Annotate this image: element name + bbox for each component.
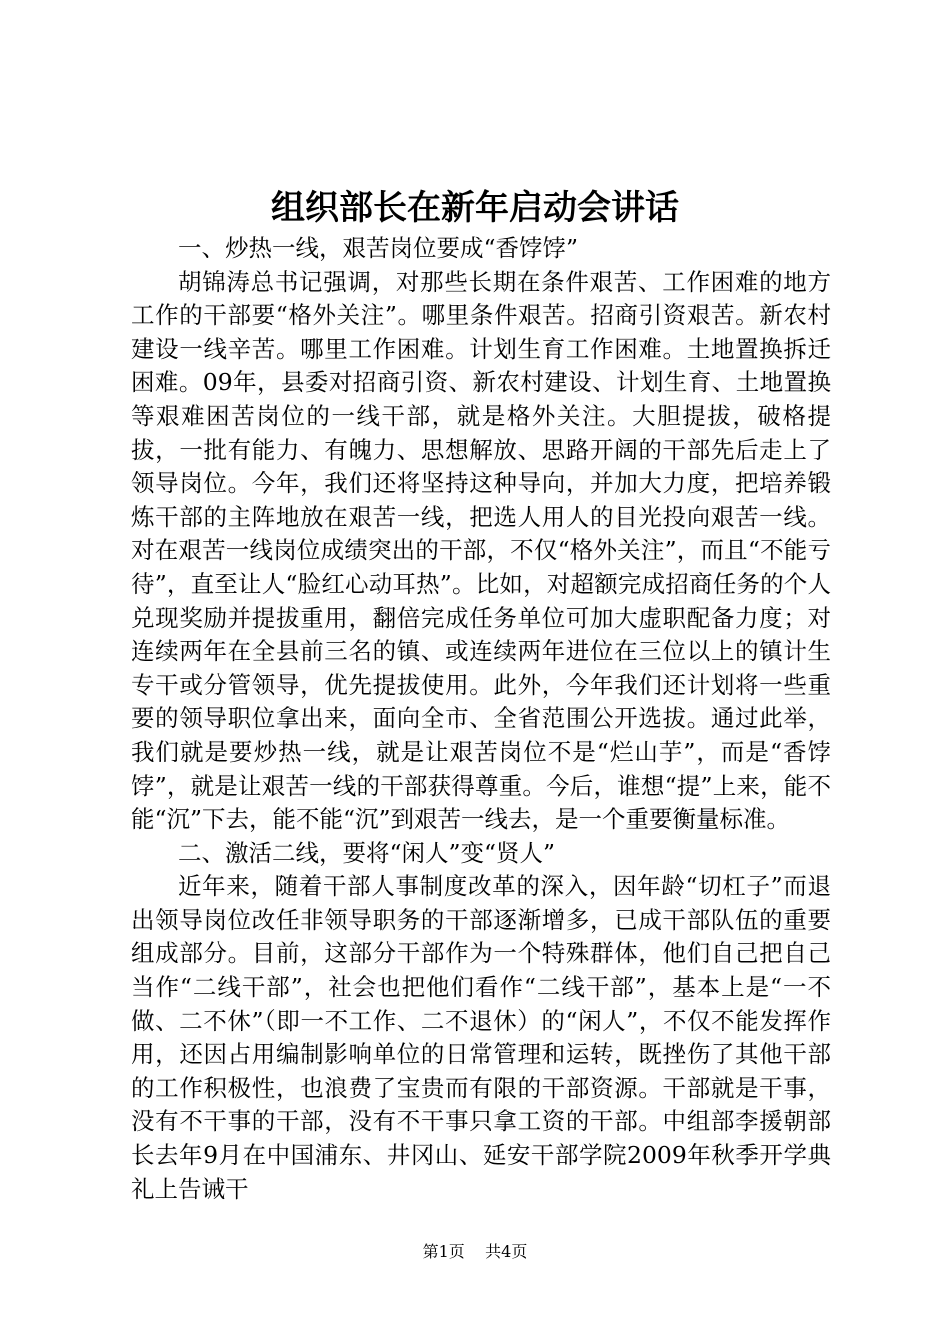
document-title: 组织部长在新年启动会讲话: [271, 188, 679, 228]
document-body: [131, 232, 831, 1206]
paragraph-2: 近年来，随着干部人事制度改革的深入，因年龄“切杠子”而退出领导岗位改任非领导职务的干部逐渐增多，已成干部队伍的重要组成部分。目前，这部分干部作为一个特殊群体，他们自己把自己当作“二线干部”，社会也把他们看作“二线干部”，基本上是“一不做、二不休”（即一不工作、二不退休）的“闲人”，不仅不能发挥作用，还因占用编制影响单位的日常管理和运转，既挫伤了其他干部的工作积极性，也浪费了宝贵而有限的干部资源。干部就是干事，没有不干事的干部，没有不干事只拿工资的干部。中组部李援朝部长去年9月在中国浦东、井冈山、延安干部学院2009年秋季开学典礼上告诫干: [131, 872, 831, 1203]
section-heading-2: 二、激活二线，要将“闲人”变“贤人”: [178, 838, 556, 867]
page-total: 共4页: [485, 1242, 528, 1261]
paragraph-1: 胡锦涛总书记强调，对那些长期在条件艰苦、工作困难的地方工作的干部要“格外关注”。哪里条件艰苦。招商引资艰苦。新农村建设一线辛苦。哪里工作困难。计划生育工作困难。土地置换拆迁困难。09年，县委对招商引资、新农村建设、计划生育、土地置换等艰难困苦岗位的一线干部，就是格外关注。大胆提拔，破格提拔，一批有能力、有魄力、思想解放、思路开阔的干部先后走上了领导岗位。今年，我们还将坚持这种导向，并加大力度，把培养锻炼干部的主阵地放在艰苦一线，把选人用人的目光投向艰苦一线。对在艰苦一线岗位成绩突出的干部，不仅“格外关注”，而且“不能亏待”，直至让人“脸红心动耳热”。比如，对超额完成招商任务的个人兑现奖励并提拔重用，翻倍完成任务单位可加大虚职配备力度；对连续两年在全县前三名的镇、或连续两年进位在三位以上的镇计生专干或分管领导，优先提拔使用。此外，今年我们还计划将一些重要的领导职位拿出来，面向全市、全省范围公开选拔。通过此举，我们就是要炒热一线，就是让艰苦岗位不是“烂山芋”，而是“香饽饽”，就是让艰苦一线的干部获得尊重。今后，谁想“提”上来，能不能“沉”下去，能不能“沉”到艰苦一线去，是一个重要衡量标准。: [131, 267, 831, 834]
section-heading-1: 一、炒热一线，艰苦岗位要成“香饽饽”: [178, 234, 579, 262]
page-footer: [0, 1240, 950, 1264]
page-separator: [470, 1242, 480, 1261]
page-number: 第1页: [422, 1242, 465, 1261]
